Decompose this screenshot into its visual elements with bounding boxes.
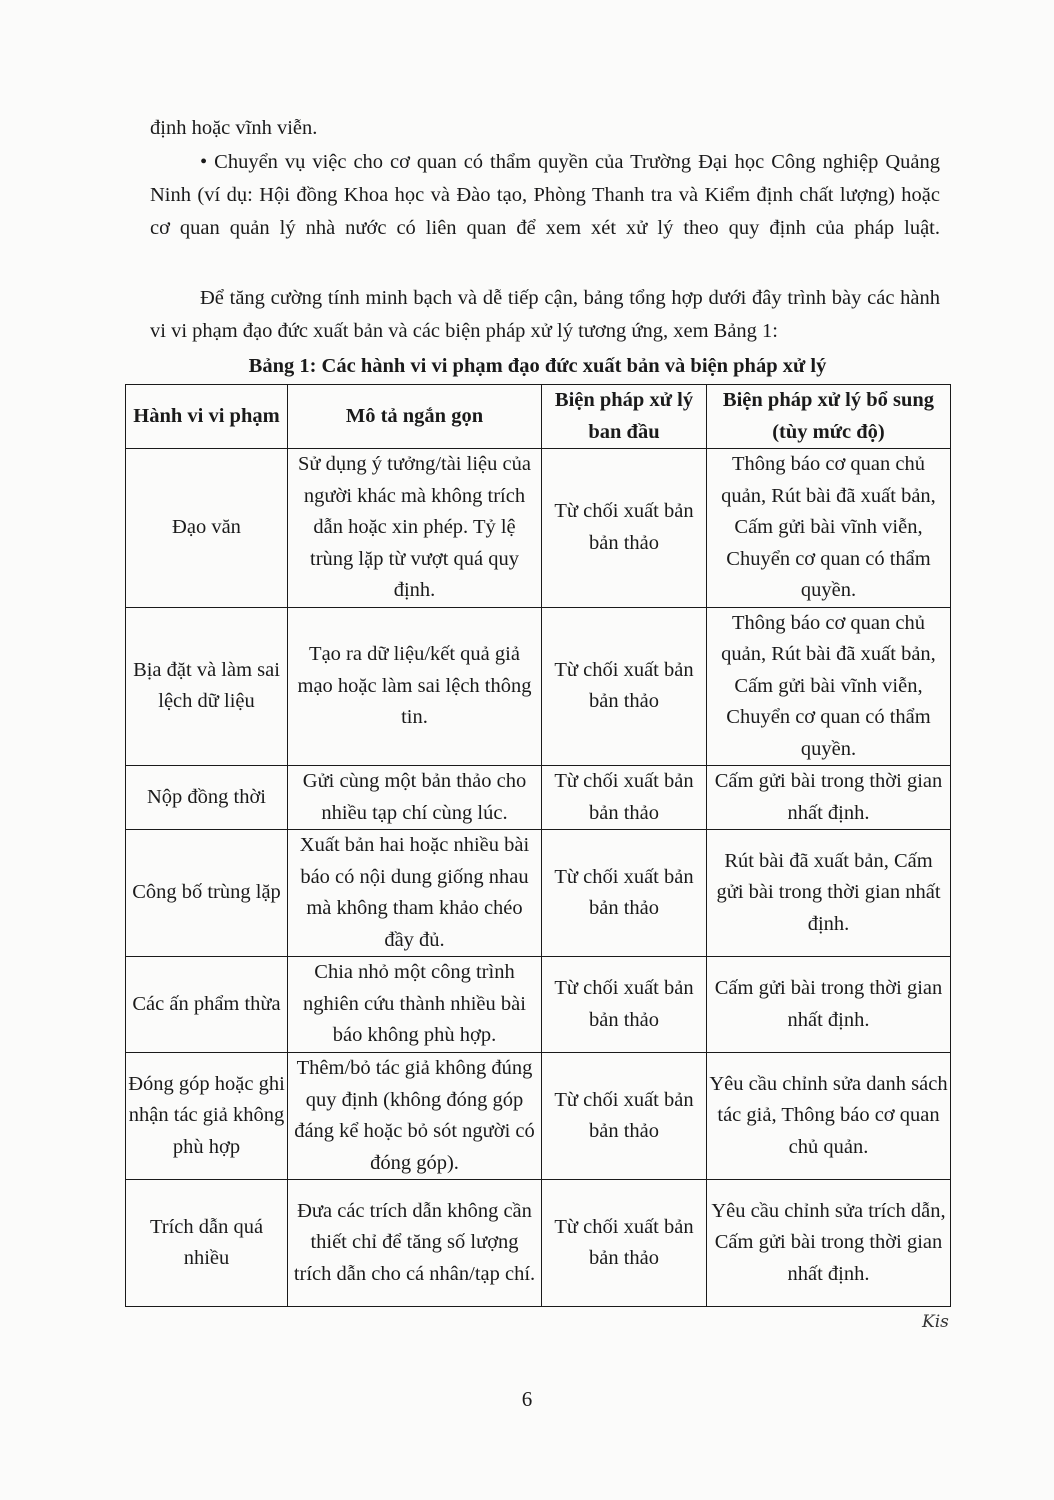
table-cell: Cấm gửi bài trong thời gian nhất định. [707,957,951,1053]
paragraph-bullet [150,146,940,245]
table-cell: Sử dụng ý tưởng/tài liệu của người khác mà không trích dẫn hoặc xin phép. Tỷ lệ trùng lặp từ vượt quá quy định. [288,449,542,608]
table-cell: Từ chối xuất bản bản thảo [542,449,707,608]
paragraph-intro: Để tăng cường tính minh bạch và dễ tiếp cận, bảng tổng hợp dưới đây trình bày các hành vi vi phạm đạo đức xuất bản và các biện pháp xử lý tương ứng, xem Bảng 1: [150,287,940,342]
bullet-text: Chuyển vụ việc cho cơ quan có thẩm quyền của Trường Đại học Công nghiệp Quảng Ninh (ví dụ: Hội đồng Khoa học và Đào tạo, Phòng Thanh tra và Kiểm định chất lượng) hoặc cơ quan quản lý nhà nước có liên quan để xem xét xử lý theo quy định của pháp luật. [150,151,941,239]
header-cell: Mô tả ngắn gọn [288,385,542,449]
table-row [126,1180,951,1307]
table-cell: Tạo ra dữ liệu/kết quả giả mạo hoặc làm sai lệch thông tin. [288,607,542,766]
violations-table [125,384,951,1307]
table-row [126,766,951,830]
table-cell: Từ chối xuất bản bản thảo [542,607,707,766]
table-cell: Gửi cùng một bản thảo cho nhiều tạp chí cùng lúc. [288,766,542,830]
table-row [126,830,951,957]
table-caption: Bảng 1: Các hành vi vi phạm đạo đức xuất bản và biện pháp xử lý [248,355,827,377]
table-cell: Chia nhỏ một công trình nghiên cứu thành nhiều bài báo không phù hợp. [288,957,542,1053]
bullet-marker: • [200,151,208,173]
table-cell: Các ấn phẩm thừa [126,957,288,1053]
table-row [126,957,951,1053]
table-row [126,607,951,766]
table-cell: Đưa các trích dẫn không cần thiết chỉ để tăng số lượng trích dẫn cho cá nhân/tạp chí. [288,1180,542,1307]
table-row [126,449,951,608]
table-cell: Thông báo cơ quan chủ quản, Rút bài đã xuất bản, Cấm gửi bài vĩnh viễn, Chuyển cơ quan có thẩm quyền. [707,607,951,766]
table-cell: Thông báo cơ quan chủ quản, Rút bài đã xuất bản, Cấm gửi bài vĩnh viễn, Chuyển cơ quan có thẩm quyền. [707,449,951,608]
header-cell: Biện pháp xử lý bổ sung (tùy mức độ) [707,385,951,449]
table-header-row [126,385,951,449]
table-cell: Công bố trùng lặp [126,830,288,957]
table-cell: Yêu cầu chỉnh sửa danh sách tác giả, Thông báo cơ quan chủ quản. [707,1053,951,1180]
table-cell: Cấm gửi bài trong thời gian nhất định. [707,766,951,830]
table-cell: Nộp đồng thời [126,766,288,830]
paragraph-continuation: định hoặc vĩnh viễn. [150,117,318,139]
table-cell: Yêu cầu chỉnh sửa trích dẫn, Cấm gửi bài trong thời gian nhất định. [707,1180,951,1307]
table-cell: Bịa đặt và làm sai lệch dữ liệu [126,607,288,766]
table-cell: Từ chối xuất bản bản thảo [542,1053,707,1180]
table-cell: Đóng góp hoặc ghi nhận tác giả không phù hợp [126,1053,288,1180]
table-cell: Từ chối xuất bản bản thảo [542,957,707,1053]
table-cell: Từ chối xuất bản bản thảo [542,766,707,830]
page-number: 6 [521,1387,533,1411]
table-cell: Rút bài đã xuất bản, Cấm gửi bài trong thời gian nhất định. [707,830,951,957]
header-cell: Hành vi vi phạm [126,385,288,449]
table-row [126,1053,951,1180]
table-cell: Trích dẫn quá nhiều [126,1180,288,1307]
header-cell: Biện pháp xử lý ban đầu [542,385,707,449]
handwritten-initials: Kis [922,1312,949,1332]
table-cell: Thêm/bỏ tác giả không đúng quy định (không đóng góp đáng kể hoặc bỏ sót người có đóng góp). [288,1053,542,1180]
table-cell: Từ chối xuất bản bản thảo [542,1180,707,1307]
table-cell: Từ chối xuất bản bản thảo [542,830,707,957]
table-cell: Đạo văn [126,449,288,608]
table-cell: Xuất bản hai hoặc nhiều bài báo có nội dung giống nhau mà không tham khảo chéo đầy đủ. [288,830,542,957]
